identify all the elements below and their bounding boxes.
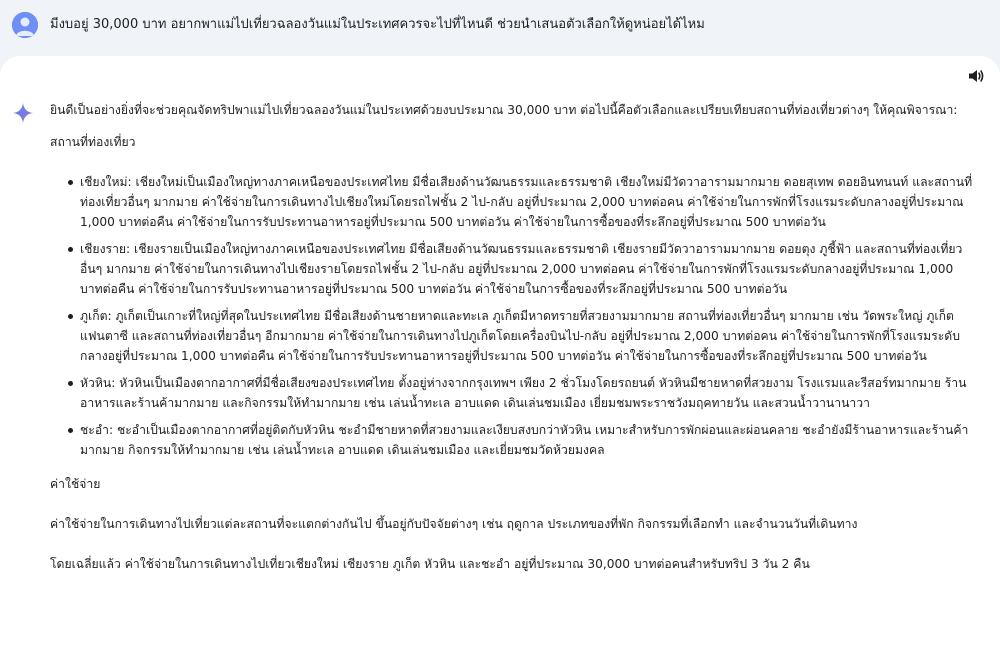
response-intro: ยินดีเป็นอย่างยิ่งที่จะช่วยคุณจัดทริปพาแม่ไปเที่ยวฉลองวันแม่ในประเทศด้วยงบประมาณ 30,000 บาท ต่อไปนี้คือตัวเลือกและเปรียบเทียบสถานที่ท่องเที่ยวต่างๆ ให้คุณพิจารณา: [50,103,958,117]
list-item: หัวหิน: หัวหินเป็นเมืองตากอากาศที่มีชื่อเสียงของประเทศไทย ตั้งอยู่ห่างจากกรุงเทพฯ เพียง 2 ชั่วโมงโดยรถยนต์ หัวหินมีชายหาดที่สวยงาม โรงแรมและรีสอร์ทมากมาย ร้านอาหารและร้านค้ามากมาย และกิจกรรมให้ทำมากมาย เช่น เล่นน้ำทะเล อาบแดด เดินเล่นชมเมือง เยี่ยมชมพระราชวังมฤคทายวัน และสวนน้ำวานานาวา [50,373,975,413]
list-item: เชียงราย: เชียงรายเป็นเมืองใหญ่ทางภาคเหนือของประเทศไทย มีชื่อเสียงด้านวัฒนธรรมและธรรมชาติ เชียงรายมีวัดวาอารามมากมาย ดอยตุง ภูชี้ฟ้า และสถานที่ท่องเที่ยวอื่นๆ มากมาย ค่าใช้จ่ายในการเดินทางไปเชียงรายโดยรถไฟชั้น 2 ไป-กลับ อยู่ที่ประมาณ 2,000 บาทต่อคน ค่าใช้จ่ายในการพักที่โรงแรมระดับกลางอยู่ที่ประมาณ 1,000 บาทต่อคืน ค่าใช้จ่ายในการรับประทานอาหารอยู่ที่ประมาณ 500 บาทต่อวัน ค่าใช้จ่ายในการซื้อของที่ระลึกอยู่ที่ประมาณ 500 บาทต่อวัน [50,239,975,299]
user-prompt-bar [0,0,1000,50]
sparkle-icon [11,101,35,125]
destinations-heading: สถานที่ท่องเที่ยว [50,135,136,149]
user-message: มีงบอยู่ 30,000 บาท อยากพาแม่ไปเที่ยวฉลองวันแม่ในประเทศควรจะไปที่ไหนดี ช่วยนำเสนอตัวเลือกให้ดูหน่อยได้ไหม [50,17,705,32]
list-item: ชะอำ: ชะอำเป็นเมืองตากอากาศที่อยู่ติดกับหัวหิน ชะอำมีชายหาดที่สวยงามและเงียบสงบกว่าหัวหิน เหมาะสำหรับการพักผ่อนและผ่อนคลาย ชะอำยังมีร้านอาหารและร้านค้ามากมาย กิจกรรมให้ทำมากมาย เช่น เล่นน้ำทะเล อาบแดด เดินเล่นชมเมือง และเยี่ยมชมวัดห้วยมงคล [50,420,975,460]
cost-summary-paragraph: โดยเฉลี่ยแล้ว ค่าใช้จ่ายในการเดินทางไปเที่ยวเชียงใหม่ เชียงราย ภูเก็ต หัวหิน และชะอำ อยู่ที่ประมาณ 30,000 บาทต่อคนสำหรับทริป 3 วัน 2 คืน [50,557,810,571]
list-item: เชียงใหม่: เชียงใหม่เป็นเมืองใหญ่ทางภาคเหนือของประเทศไทย มีชื่อเสียงด้านวัฒนธรรมและธรรมชาติ เชียงใหม่มีวัดวาอารามมากมาย ดอยสุเทพ ดอยอินทนนท์ และสถานที่ท่องเที่ยวอื่นๆ มากมาย ค่าใช้จ่ายในการเดินทางไปเชียงใหม่โดยรถไฟชั้น 2 ไป-กลับ อยู่ที่ประมาณ 2,000 บาทต่อคน ค่าใช้จ่ายในการพักที่โรงแรมระดับกลางอยู่ที่ประมาณ 1,000 บาทต่อคืน ค่าใช้จ่ายในการรับประทานอาหารอยู่ที่ประมาณ 500 บาทต่อวัน ค่าใช้จ่ายในการซื้อของที่ระลึกอยู่ที่ประมาณ 500 บาทต่อวัน [50,172,975,232]
response-card [0,56,1000,656]
response-content [50,100,975,594]
list-item: ภูเก็ต: ภูเก็ตเป็นเกาะที่ใหญ่ที่สุดในประเทศไทย มีชื่อเสียงด้านชายหาดและทะเล ภูเก็ตมีหาดทรายที่สวยงามมากมาย สถานที่ท่องเที่ยวอื่นๆ มากมาย เช่น วัดพระใหญ่ ภูเก็ตแฟนตาซี และสถานที่ท่องเที่ยวอื่นๆ อีกมากมาย ค่าใช้จ่ายในการเดินทางไปภูเก็ตโดยเครื่องบินไป-กลับ อยู่ที่ประมาณ 2,000 บาทต่อคน ค่าใช้จ่ายในการพักที่โรงแรมระดับกลางอยู่ที่ประมาณ 1,000 บาทต่อคืน ค่าใช้จ่ายในการรับประทานอาหารอยู่ที่ประมาณ 500 บาทต่อวัน ค่าใช้จ่ายในการซื้อของที่ระลึกอยู่ที่ประมาณ 500 บาทต่อวัน [50,306,975,366]
destinations-list [50,172,975,460]
user-avatar-icon[interactable] [12,12,38,38]
cost-heading: ค่าใช้จ่าย [50,477,101,491]
speaker-icon[interactable] [966,66,986,86]
cost-paragraph: ค่าใช้จ่ายในการเดินทางไปเที่ยวแต่ละสถานที่จะแตกต่างกันไป ขึ้นอยู่กับปัจจัยต่างๆ เช่น ฤดูกาล ประเภทของที่พัก กิจกรรมที่เลือกทำ และจำนวนวันที่เดินทาง [50,517,858,531]
